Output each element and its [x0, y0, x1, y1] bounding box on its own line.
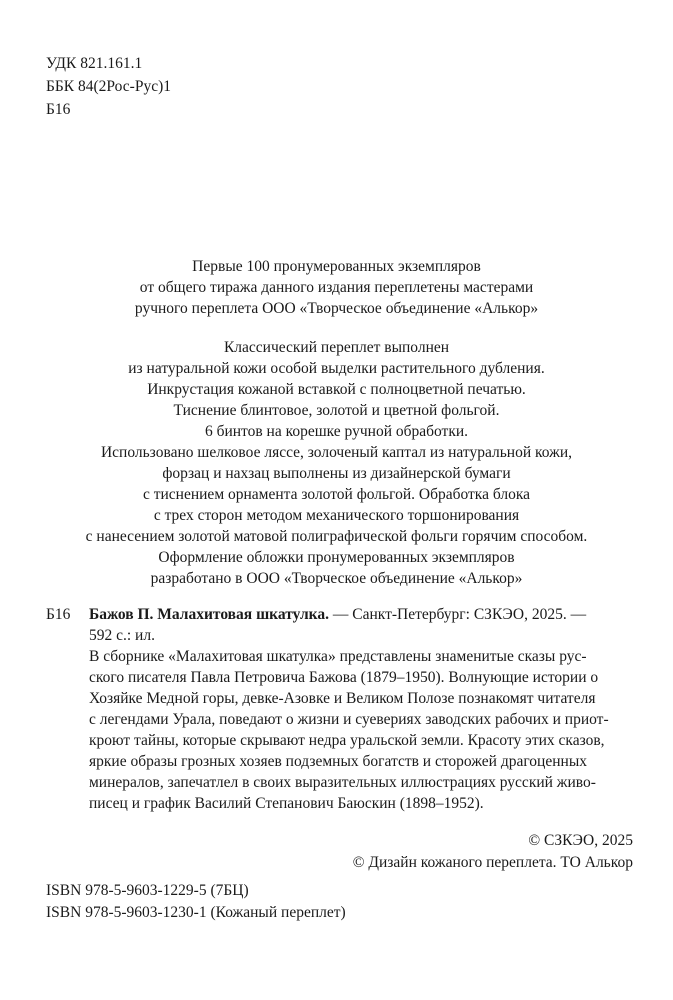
- catalog-heading-line: [89, 604, 636, 625]
- book-imprint: — Санкт-Петербург: СЗКЭО, 2025. —: [329, 606, 587, 623]
- book-annotation: [89, 646, 636, 814]
- binding-note-line: 6 бинтов на корешке ручной обработки.: [204, 423, 469, 440]
- limited-edition-note: [40, 256, 633, 319]
- binding-note-line: разработано в ООО «Творческое объединение «Алькор»: [150, 570, 523, 587]
- catalog-body: [89, 604, 636, 814]
- annotation-line: минералов, запечатлел в своих выразительных иллюстрациях русский живо-: [89, 774, 596, 791]
- isbn-standard: ISBN 978-5-9603-1229-5 (7БЦ): [46, 882, 249, 899]
- annotation-line: с легендами Урала, поведают о жизни и суевериях заводских рабочих и приот-: [89, 711, 609, 728]
- edition-note-line: ручного переплета ООО «Творческое объединение «Алькор»: [134, 300, 539, 317]
- annotation-line: Хозяйке Медной горы, девке-Азовке и Великом Полозе познакомят читателя: [89, 690, 596, 707]
- binding-note-line: форзац и нахзац выполнены из дизайнерской бумаги: [162, 465, 511, 482]
- binding-note-line: с тиснением орнамента золотой фольгой. Обработка блока: [142, 486, 531, 503]
- annotation-line: яркие образы грозных хозяев подземных богатств и сторожей драгоценных: [89, 753, 587, 770]
- binding-description: [40, 337, 633, 589]
- isbn-block: [46, 880, 346, 924]
- binding-note-line: Оформление обложки пронумерованных экземпляров: [158, 549, 515, 566]
- copyright-design: © Дизайн кожаного переплета. ТО Алькор: [352, 854, 633, 871]
- classification-codes: [46, 52, 171, 121]
- binding-note-line: из натуральной кожи особой выделки растительного дубления.: [128, 360, 545, 377]
- copyright-block: [353, 830, 633, 874]
- binding-note-line: Тиснение блинтовое, золотой и цветной фольгой.: [173, 402, 500, 419]
- udk-code: УДК 821.161.1: [46, 55, 143, 72]
- bbk-code: ББК 84(2Рос-Рус)1: [46, 78, 171, 95]
- edition-note-line: от общего тиража данного издания переплетены мастерами: [139, 279, 534, 296]
- annotation-line: ского писателя Павла Петровича Бажова (1879–1950). Волнующие истории о: [89, 669, 599, 686]
- annotation-line: писец и график Василий Степанович Баюскин (1898–1952).: [89, 795, 484, 812]
- edition-note-line: Первые 100 пронумерованных экземпляров: [192, 258, 481, 275]
- book-pages: 592 с.: ил.: [89, 627, 155, 644]
- binding-note-line: с трех сторон методом механического торшонирования: [153, 507, 520, 524]
- annotation-line: В сборнике «Малахитовая шкатулка» представлены знаменитые сказы рус-: [89, 648, 587, 665]
- copyright-publisher: © СЗКЭО, 2025: [528, 832, 633, 849]
- binding-note-line: Использовано шелковое ляссе, золоченый каптал из натуральной кожи,: [100, 444, 573, 461]
- author-mark: Б16: [46, 101, 71, 118]
- catalog-code: Б16: [46, 606, 71, 623]
- book-title: Бажов П. Малахитовая шкатулка.: [89, 606, 329, 623]
- binding-note-line: Инкрустация кожаной вставкой с полноцветной печатью.: [147, 381, 526, 398]
- binding-note-line: с нанесением золотой матовой полиграфической фольги горячим способом.: [85, 528, 588, 545]
- binding-note-line: Классический переплет выполнен: [223, 339, 450, 356]
- annotation-line: кроют тайны, которые скрывают недра уральской земли. Красоту этих сказов,: [89, 732, 605, 749]
- isbn-leather: ISBN 978-5-9603-1230-1 (Кожаный переплет): [46, 904, 346, 921]
